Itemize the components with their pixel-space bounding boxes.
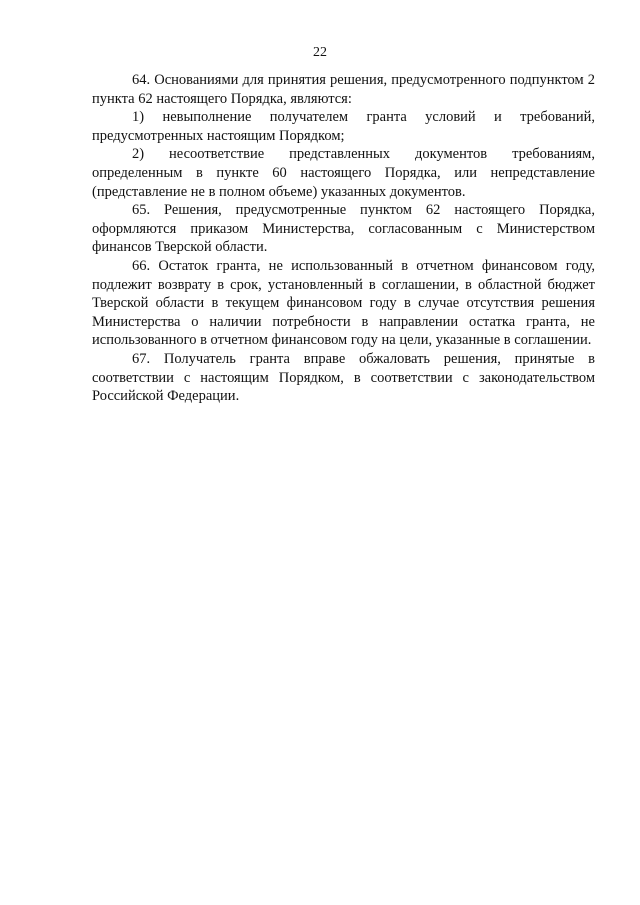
paragraph-64-item-2: 2) несоответствие представленных документов требованиям, определенным в пункте 60 настоящего Порядка, или непредставление (представление не в полном объеме) указанных документов.	[92, 146, 595, 200]
paragraph-65: 65. Решения, предусмотренные пунктом 62 настоящего Порядка, оформляются приказом Министерства, согласованным с Министерством финансов Тверской области.	[92, 202, 595, 256]
page-number: 22	[313, 45, 327, 60]
paragraph-64-item-1: 1) невыполнение получателем гранта условий и требований, предусмотренных настоящим Порядком;	[92, 109, 595, 144]
paragraph-66: 66. Остаток гранта, не использованный в отчетном финансовом году, подлежит возврату в срок, установленный в соглашении, в областной бюджет Тверской области в текущем финансовом году в случае отсутствия решения Министерства о наличии потребности в направлении остатка гранта, не использованного в отчетном финансовом году на цели, указанные в соглашении.	[92, 257, 595, 349]
paragraph-67: 67. Получатель гранта вправе обжаловать решения, принятые в соответствии с настоящим Порядком, в соответствии с законодательством Российской Федерации.	[92, 350, 595, 405]
document-body	[92, 71, 595, 406]
paragraph-64: 64. Основаниями для принятия решения, предусмотренного подпунктом 2 пункта 62 настоящего Порядка, являются:	[92, 72, 595, 107]
